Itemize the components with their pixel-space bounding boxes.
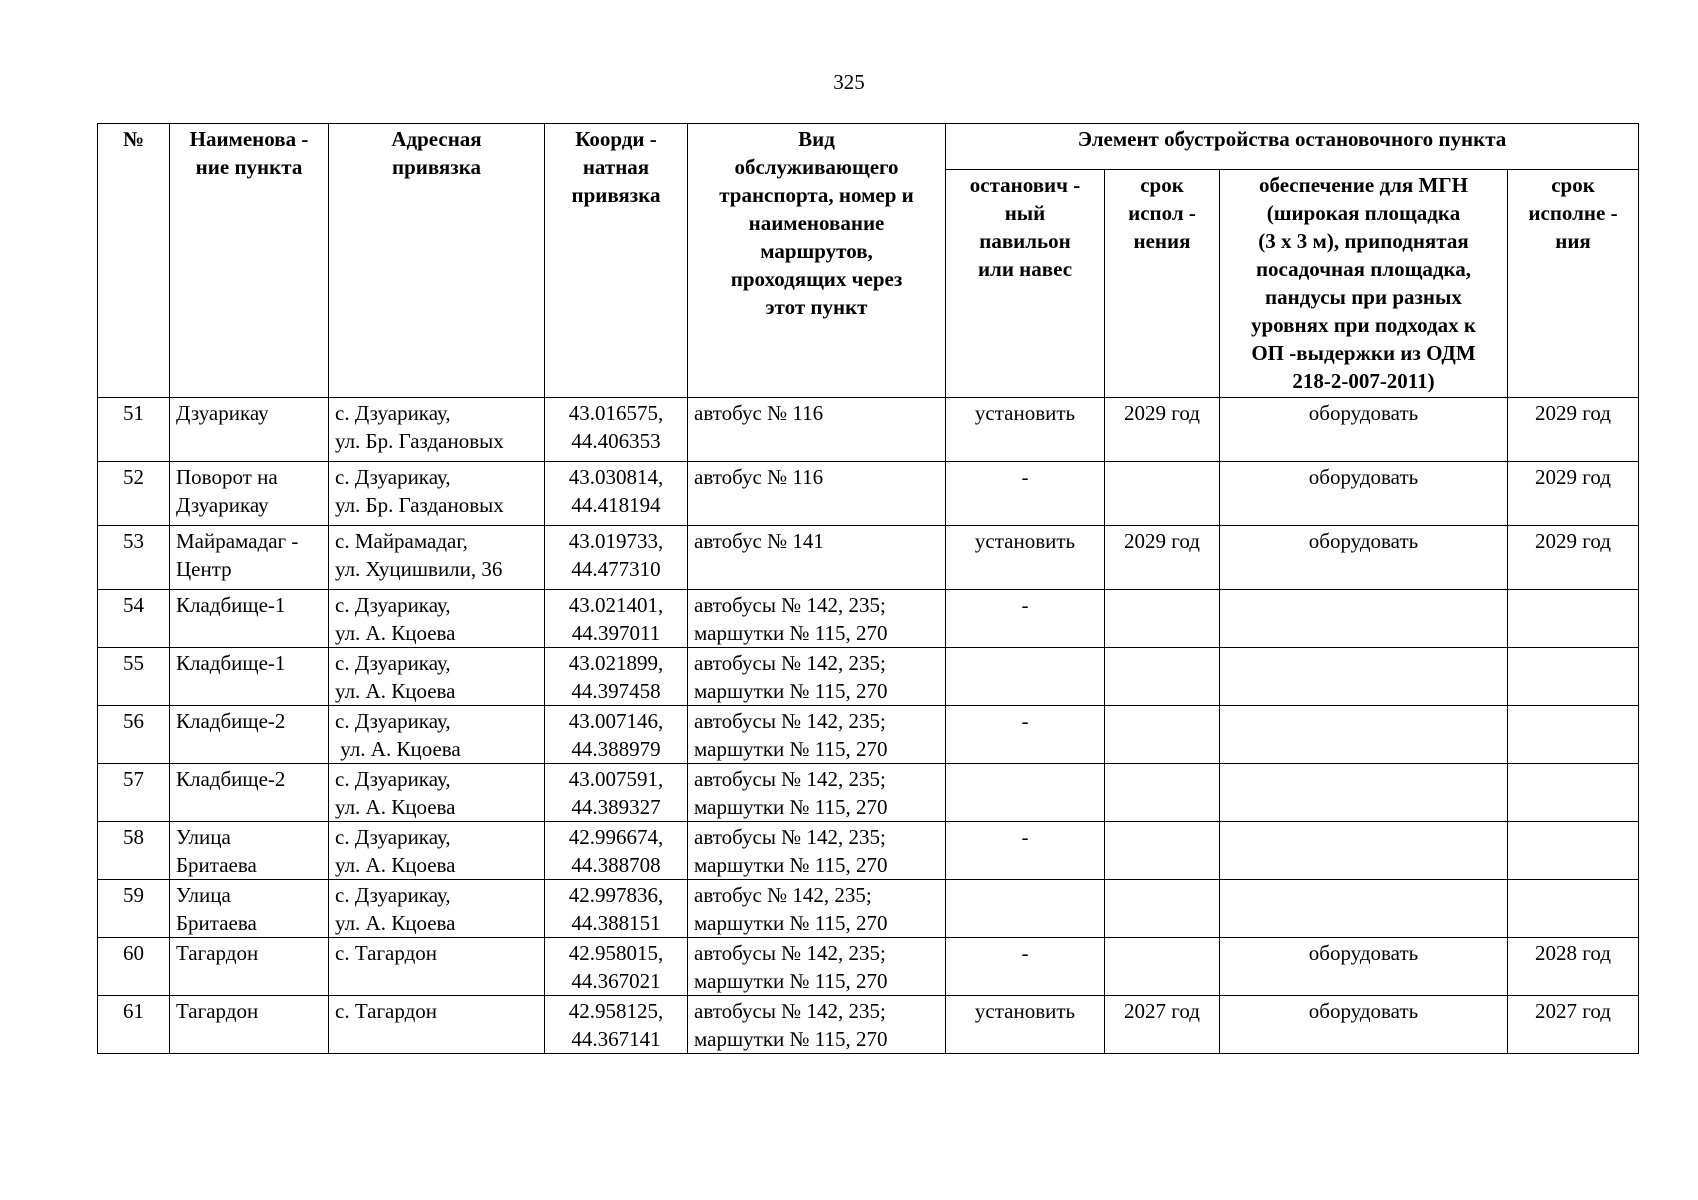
cell-term1: 2029 год	[1105, 398, 1220, 462]
cell-num: 58	[98, 822, 170, 880]
cell-transport: автобусы № 142, 235; маршутки № 115, 270	[688, 648, 946, 706]
cell-mgn: оборудовать	[1220, 526, 1508, 590]
table-row	[98, 822, 1639, 880]
cell-address: с. Дзуарикау, ул. А. Кцоева	[329, 822, 545, 880]
cell-transport: автобусы № 142, 235; маршутки № 115, 270	[688, 938, 946, 996]
cell-mgn	[1220, 764, 1508, 822]
cell-transport: автобусы № 142, 235; маршутки № 115, 270	[688, 706, 946, 764]
header-term1: срок испол - нения	[1105, 170, 1220, 398]
cell-mgn	[1220, 822, 1508, 880]
cell-transport: автобус № 142, 235; маршутки № 115, 270	[688, 880, 946, 938]
cell-pavilion: установить	[946, 398, 1105, 462]
cell-transport: автобусы № 142, 235; маршутки № 115, 270	[688, 996, 946, 1054]
cell-address: с. Тагардон	[329, 938, 545, 996]
cell-term1	[1105, 706, 1220, 764]
cell-num: 54	[98, 590, 170, 648]
cell-pavilion: -	[946, 706, 1105, 764]
cell-term2	[1508, 880, 1639, 938]
table-row	[98, 398, 1639, 462]
cell-transport: автобус № 116	[688, 398, 946, 462]
table-row	[98, 764, 1639, 822]
cell-address: с. Дзуарикау, ул. А. Кцоева	[329, 590, 545, 648]
cell-num: 57	[98, 764, 170, 822]
cell-pavilion	[946, 648, 1105, 706]
cell-term1	[1105, 938, 1220, 996]
cell-address: с. Тагардон	[329, 996, 545, 1054]
cell-term2	[1508, 590, 1639, 648]
table-row	[98, 880, 1639, 938]
cell-address: с. Дзуарикау, ул. А. Кцоева	[329, 764, 545, 822]
cell-term2: 2029 год	[1508, 398, 1639, 462]
cell-transport: автобусы № 142, 235; маршутки № 115, 270	[688, 590, 946, 648]
cell-coords: 43.007591, 44.389327	[545, 764, 688, 822]
cell-term2	[1508, 822, 1639, 880]
cell-address: с. Майрамадаг, ул. Хуцишвили, 36	[329, 526, 545, 590]
cell-term2	[1508, 648, 1639, 706]
cell-coords: 43.007146, 44.388979	[545, 706, 688, 764]
cell-mgn: оборудовать	[1220, 938, 1508, 996]
header-element-group: Элемент обустройства остановочного пункта	[946, 124, 1639, 170]
table-header	[98, 124, 1639, 398]
cell-pavilion	[946, 764, 1105, 822]
cell-term2: 2027 год	[1508, 996, 1639, 1054]
cell-mgn: оборудовать	[1220, 462, 1508, 526]
cell-pavilion: -	[946, 590, 1105, 648]
cell-term1: 2029 год	[1105, 526, 1220, 590]
header-mgn: обеспечение для МГН (широкая площадка (3 х 3 м), приподнятая посадочная площадка, пандусы при разных уровнях при подходах к ОП -выдержки из ОДМ 218-2-007-2011)	[1220, 170, 1508, 398]
cell-name: Тагардон	[170, 938, 329, 996]
cell-name: Кладбище-1	[170, 590, 329, 648]
table-row	[98, 462, 1639, 526]
cell-transport: автобус № 116	[688, 462, 946, 526]
table-row	[98, 996, 1639, 1054]
cell-name: Тагардон	[170, 996, 329, 1054]
cell-transport: автобусы № 142, 235; маршутки № 115, 270	[688, 822, 946, 880]
cell-num: 51	[98, 398, 170, 462]
header-term2: срок исполне - ния	[1508, 170, 1639, 398]
cell-term2	[1508, 764, 1639, 822]
cell-name: Майрамадаг - Центр	[170, 526, 329, 590]
cell-address: с. Дзуарикау, ул. Бр. Газдановых	[329, 398, 545, 462]
cell-num: 60	[98, 938, 170, 996]
cell-pavilion: -	[946, 938, 1105, 996]
cell-address: с. Дзуарикау, ул. Бр. Газдановых	[329, 462, 545, 526]
cell-name: Улица Бритаева	[170, 822, 329, 880]
cell-mgn: оборудовать	[1220, 398, 1508, 462]
cell-term2: 2028 год	[1508, 938, 1639, 996]
cell-coords: 42.958015, 44.367021	[545, 938, 688, 996]
cell-coords: 43.016575, 44.406353	[545, 398, 688, 462]
cell-coords: 42.958125, 44.367141	[545, 996, 688, 1054]
table-row	[98, 526, 1639, 590]
cell-term1	[1105, 764, 1220, 822]
cell-mgn: оборудовать	[1220, 996, 1508, 1054]
cell-term2: 2029 год	[1508, 526, 1639, 590]
cell-coords: 43.030814, 44.418194	[545, 462, 688, 526]
cell-address: с. Дзуарикау, ул. А. Кцоева	[329, 706, 545, 764]
header-row-1	[98, 124, 1639, 170]
cell-coords: 43.021401, 44.397011	[545, 590, 688, 648]
cell-pavilion: установить	[946, 526, 1105, 590]
cell-term2: 2029 год	[1508, 462, 1639, 526]
cell-num: 56	[98, 706, 170, 764]
cell-name: Кладбище-2	[170, 764, 329, 822]
header-address: Адресная привязка	[329, 124, 545, 398]
cell-num: 53	[98, 526, 170, 590]
header-num: №	[98, 124, 170, 398]
table-row	[98, 648, 1639, 706]
cell-coords: 42.997836, 44.388151	[545, 880, 688, 938]
cell-term1	[1105, 880, 1220, 938]
table-row	[98, 938, 1639, 996]
cell-mgn	[1220, 880, 1508, 938]
cell-pavilion: -	[946, 822, 1105, 880]
cell-name: Кладбище-2	[170, 706, 329, 764]
cell-pavilion: установить	[946, 996, 1105, 1054]
cell-name: Улица Бритаева	[170, 880, 329, 938]
cell-address: с. Дзуарикау, ул. А. Кцоева	[329, 880, 545, 938]
cell-term2	[1508, 706, 1639, 764]
table-row	[98, 706, 1639, 764]
cell-term1	[1105, 462, 1220, 526]
header-pavilion: останович - ный павильон или навес	[946, 170, 1105, 398]
cell-transport: автобус № 141	[688, 526, 946, 590]
cell-mgn	[1220, 590, 1508, 648]
cell-num: 59	[98, 880, 170, 938]
cell-term1: 2027 год	[1105, 996, 1220, 1054]
cell-term1	[1105, 822, 1220, 880]
bus-stops-table	[97, 123, 1639, 1054]
cell-name: Кладбище-1	[170, 648, 329, 706]
page-number: 325	[833, 70, 865, 94]
cell-num: 52	[98, 462, 170, 526]
cell-address: с. Дзуарикау, ул. А. Кцоева	[329, 648, 545, 706]
cell-name: Поворот на Дзуарикау	[170, 462, 329, 526]
cell-term1	[1105, 648, 1220, 706]
cell-pavilion	[946, 880, 1105, 938]
cell-term1	[1105, 590, 1220, 648]
cell-name: Дзуарикау	[170, 398, 329, 462]
cell-num: 61	[98, 996, 170, 1054]
cell-mgn	[1220, 706, 1508, 764]
header-coords: Коорди - натная привязка	[545, 124, 688, 398]
cell-coords: 43.019733, 44.477310	[545, 526, 688, 590]
cell-pavilion: -	[946, 462, 1105, 526]
cell-transport: автобусы № 142, 235; маршутки № 115, 270	[688, 764, 946, 822]
cell-coords: 42.996674, 44.388708	[545, 822, 688, 880]
table-row	[98, 590, 1639, 648]
cell-num: 55	[98, 648, 170, 706]
header-name: Наименова - ние пункта	[170, 124, 329, 398]
cell-coords: 43.021899, 44.397458	[545, 648, 688, 706]
header-transport: Вид обслуживающего транспорта, номер и наименование маршрутов, проходящих через этот пункт	[688, 124, 946, 398]
cell-mgn	[1220, 648, 1508, 706]
table-body	[98, 398, 1639, 1054]
